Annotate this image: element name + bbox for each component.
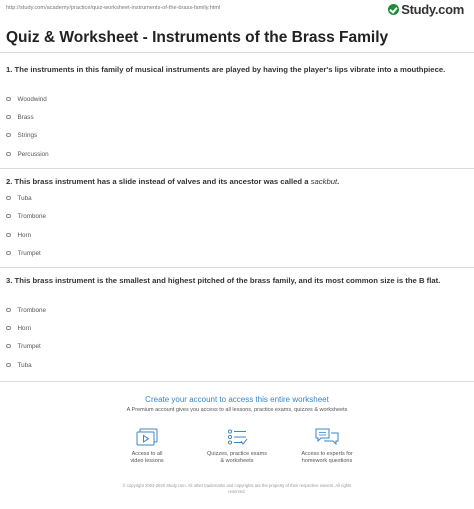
- feature-label: [287, 451, 367, 465]
- answer-option[interactable]: [6, 193, 32, 203]
- radio-button-icon[interactable]: [6, 133, 11, 138]
- option-label: Trumpet: [17, 342, 41, 350]
- option-label: Trombone: [17, 306, 46, 314]
- question-divider: [0, 168, 474, 169]
- answer-option[interactable]: [6, 149, 49, 159]
- answer-option[interactable]: [6, 360, 32, 370]
- option-label: Trumpet: [17, 249, 41, 257]
- question-2-text-start: 2. This brass instrument has a slide instead of valves and its ancestor was called a: [6, 177, 311, 186]
- question-2-italic-term: sackbut: [310, 177, 338, 186]
- premium-description: A Premium account gives you access to all lessons, practice exams, quizzes & worksheets: [126, 407, 348, 413]
- answer-option[interactable]: [6, 305, 46, 315]
- top-bar: [0, 0, 474, 20]
- question-2-text-end: .: [337, 177, 340, 186]
- title-divider: [0, 52, 474, 53]
- option-label: Brass: [17, 113, 34, 121]
- feature-label-line: video lessons: [130, 458, 164, 464]
- option-label: Tuba: [17, 361, 32, 369]
- feature-label-line: Access to all: [131, 451, 163, 457]
- answer-option[interactable]: [6, 323, 31, 333]
- radio-button-icon[interactable]: [6, 308, 11, 313]
- radio-button-icon[interactable]: [6, 363, 11, 368]
- study-logo[interactable]: [388, 2, 464, 16]
- option-label: Strings: [17, 131, 38, 139]
- answer-option[interactable]: [6, 130, 37, 140]
- answer-option[interactable]: [6, 94, 47, 104]
- question-2-text: [6, 176, 468, 187]
- radio-button-icon[interactable]: [6, 233, 11, 238]
- option-label: Tuba: [17, 194, 32, 202]
- answer-option[interactable]: [6, 230, 31, 240]
- radio-button-icon[interactable]: [6, 326, 11, 331]
- answer-option[interactable]: [6, 112, 34, 122]
- feature-label-line: & worksheets: [220, 458, 254, 464]
- checkmark-circle-icon: [388, 4, 399, 15]
- radio-button-icon[interactable]: [6, 152, 11, 157]
- chat-bubbles-icon: [315, 428, 339, 446]
- copyright-line: reserved.: [228, 489, 246, 494]
- option-label: Trombone: [17, 212, 46, 220]
- feature-label-line: Quizzes, practice exams: [207, 451, 267, 457]
- answer-option[interactable]: [6, 211, 46, 221]
- feature-label: [197, 451, 277, 465]
- page-title: Quiz & Worksheet - Instruments of the Brass Family: [6, 29, 389, 46]
- option-label: Horn: [17, 231, 32, 239]
- copyright-line: © copyright 2003-2020 Study.com. All other trademarks and copyrights are the property of their respective owners. All rights: [122, 483, 352, 488]
- logo-text: Study.com: [401, 1, 464, 17]
- radio-button-icon[interactable]: [6, 344, 11, 349]
- question-divider: [0, 267, 474, 268]
- radio-button-icon[interactable]: [6, 196, 11, 201]
- feature-experts: [287, 428, 367, 465]
- answer-option[interactable]: [6, 341, 41, 351]
- feature-label-line: homework questions: [301, 458, 353, 464]
- option-label: Percussion: [17, 150, 49, 158]
- radio-button-icon[interactable]: [6, 97, 11, 102]
- feature-label-line: Access to experts for: [301, 451, 353, 457]
- radio-button-icon[interactable]: [6, 115, 11, 120]
- question-3-text: 3. This brass instrument is the smallest and highest pitched of the brass family, and its most common size is the B flat.: [6, 276, 441, 285]
- video-play-icon: [136, 428, 158, 446]
- radio-button-icon[interactable]: [6, 214, 11, 219]
- page-url: http://study.com/academy/practice/quiz-worksheet-instruments-of-the-brass-family.html: [6, 5, 221, 11]
- copyright-footer: [0, 483, 474, 495]
- create-account-link[interactable]: Create your account to access this entire worksheet: [145, 395, 329, 404]
- option-label: Horn: [17, 324, 32, 332]
- radio-button-icon[interactable]: [6, 251, 11, 256]
- option-label: Woodwind: [17, 95, 47, 103]
- checklist-icon: [226, 428, 248, 446]
- feature-label: [107, 451, 187, 465]
- answer-option[interactable]: [6, 248, 41, 258]
- feature-quizzes: [197, 428, 277, 465]
- cta-divider: [0, 381, 474, 382]
- question-1-text: 1. The instruments in this family of musical instruments are played by having the player's lips vibrate into a mouthpiece.: [6, 65, 446, 74]
- feature-video-lessons: [107, 428, 187, 465]
